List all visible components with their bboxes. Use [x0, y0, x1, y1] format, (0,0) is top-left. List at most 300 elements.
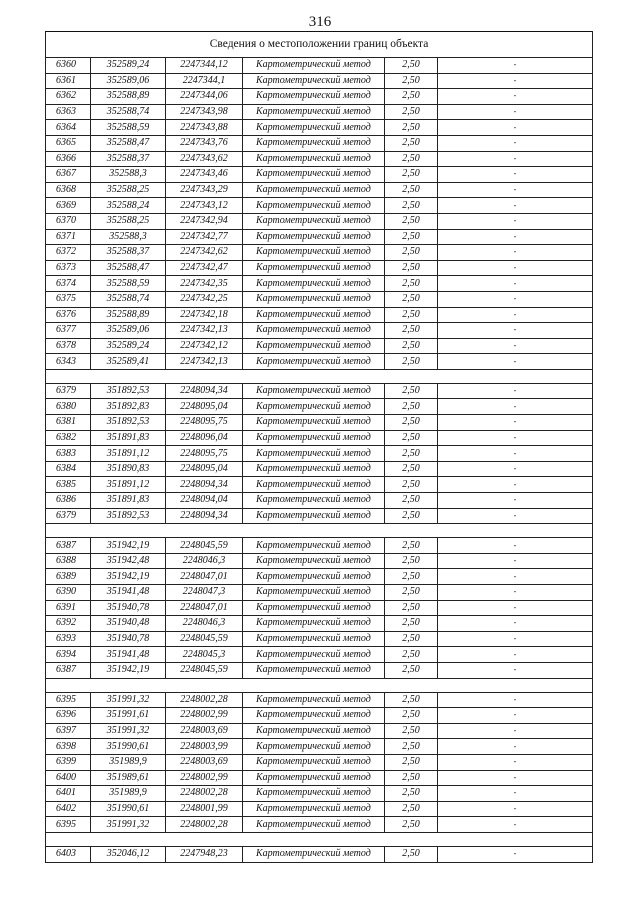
method-cell: Картометрический метод	[243, 446, 385, 462]
accuracy-cell: 2,50	[385, 553, 438, 569]
description-cell: -	[438, 354, 593, 370]
point-number-cell: 6379	[46, 508, 91, 524]
method-cell: Картометрический метод	[243, 754, 385, 770]
y-coordinate-cell: 2247344,1	[166, 73, 243, 89]
description-cell: -	[438, 723, 593, 739]
method-cell: Картометрический метод	[243, 338, 385, 354]
description-cell: -	[438, 58, 593, 74]
method-cell: Картометрический метод	[243, 770, 385, 786]
table-row	[46, 89, 593, 105]
x-coordinate-cell: 352588,89	[91, 89, 166, 105]
point-number-cell: 6364	[46, 120, 91, 136]
table-row	[46, 323, 593, 339]
y-coordinate-cell: 2248047,3	[166, 585, 243, 601]
description-cell: -	[438, 323, 593, 339]
point-number-cell: 6375	[46, 291, 91, 307]
description-cell: -	[438, 600, 593, 616]
accuracy-cell: 2,50	[385, 104, 438, 120]
table-row	[46, 430, 593, 446]
accuracy-cell: 2,50	[385, 508, 438, 524]
x-coordinate-cell: 352588,3	[91, 167, 166, 183]
x-coordinate-cell: 351940,78	[91, 600, 166, 616]
accuracy-cell: 2,50	[385, 538, 438, 554]
method-cell: Картометрический метод	[243, 817, 385, 833]
y-coordinate-cell: 2248045,59	[166, 538, 243, 554]
accuracy-cell: 2,50	[385, 338, 438, 354]
accuracy-cell: 2,50	[385, 846, 438, 862]
table-row	[46, 786, 593, 802]
x-coordinate-cell: 352588,25	[91, 213, 166, 229]
description-cell: -	[438, 817, 593, 833]
y-coordinate-cell: 2247344,12	[166, 58, 243, 74]
y-coordinate-cell: 2248002,99	[166, 708, 243, 724]
point-number-cell: 6397	[46, 723, 91, 739]
description-cell: -	[438, 616, 593, 632]
table-row	[46, 647, 593, 663]
table-row	[46, 708, 593, 724]
method-cell: Картометрический метод	[243, 846, 385, 862]
x-coordinate-cell: 352588,25	[91, 182, 166, 198]
y-coordinate-cell: 2248096,04	[166, 430, 243, 446]
y-coordinate-cell: 2247343,12	[166, 198, 243, 214]
y-coordinate-cell: 2247343,88	[166, 120, 243, 136]
y-coordinate-cell: 2247343,29	[166, 182, 243, 198]
method-cell: Картометрический метод	[243, 229, 385, 245]
section-separator-row	[46, 678, 593, 692]
description-cell: -	[438, 383, 593, 399]
method-cell: Картометрический метод	[243, 213, 385, 229]
x-coordinate-cell: 351892,83	[91, 399, 166, 415]
point-number-cell: 6367	[46, 167, 91, 183]
point-number-cell: 6363	[46, 104, 91, 120]
description-cell: -	[438, 569, 593, 585]
table-row	[46, 538, 593, 554]
table-row	[46, 739, 593, 755]
description-cell: -	[438, 182, 593, 198]
description-cell: -	[438, 508, 593, 524]
y-coordinate-cell: 2248094,04	[166, 493, 243, 509]
x-coordinate-cell: 352588,37	[91, 245, 166, 261]
accuracy-cell: 2,50	[385, 585, 438, 601]
x-coordinate-cell: 352588,3	[91, 229, 166, 245]
method-cell: Картометрический метод	[243, 198, 385, 214]
y-coordinate-cell: 2248047,01	[166, 569, 243, 585]
y-coordinate-cell: 2248001,99	[166, 801, 243, 817]
point-number-cell: 6362	[46, 89, 91, 105]
point-number-cell: 6384	[46, 461, 91, 477]
x-coordinate-cell: 351990,61	[91, 739, 166, 755]
method-cell: Картометрический метод	[243, 135, 385, 151]
point-number-cell: 6391	[46, 600, 91, 616]
x-coordinate-cell: 351991,32	[91, 692, 166, 708]
description-cell: -	[438, 477, 593, 493]
point-number-cell: 6381	[46, 415, 91, 431]
y-coordinate-cell: 2247342,18	[166, 307, 243, 323]
accuracy-cell: 2,50	[385, 754, 438, 770]
accuracy-cell: 2,50	[385, 135, 438, 151]
point-number-cell: 6395	[46, 817, 91, 833]
description-cell: -	[438, 276, 593, 292]
point-number-cell: 6365	[46, 135, 91, 151]
method-cell: Картометрический метод	[243, 167, 385, 183]
separator-cell	[46, 832, 593, 846]
point-number-cell: 6388	[46, 553, 91, 569]
method-cell: Картометрический метод	[243, 801, 385, 817]
x-coordinate-cell: 352588,74	[91, 291, 166, 307]
x-coordinate-cell: 352588,37	[91, 151, 166, 167]
x-coordinate-cell: 351892,53	[91, 508, 166, 524]
accuracy-cell: 2,50	[385, 493, 438, 509]
accuracy-cell: 2,50	[385, 461, 438, 477]
x-coordinate-cell: 352588,59	[91, 120, 166, 136]
table-row	[46, 662, 593, 678]
x-coordinate-cell: 352588,47	[91, 135, 166, 151]
method-cell: Картометрический метод	[243, 616, 385, 632]
y-coordinate-cell: 2248095,75	[166, 415, 243, 431]
accuracy-cell: 2,50	[385, 647, 438, 663]
method-cell: Картометрический метод	[243, 739, 385, 755]
description-cell: -	[438, 461, 593, 477]
x-coordinate-cell: 351942,19	[91, 538, 166, 554]
point-number-cell: 6400	[46, 770, 91, 786]
point-number-cell: 6389	[46, 569, 91, 585]
table-row	[46, 631, 593, 647]
table-row	[46, 245, 593, 261]
table-row	[46, 553, 593, 569]
point-number-cell: 6382	[46, 430, 91, 446]
method-cell: Картометрический метод	[243, 508, 385, 524]
table-row	[46, 276, 593, 292]
x-coordinate-cell: 351941,48	[91, 647, 166, 663]
method-cell: Картометрический метод	[243, 600, 385, 616]
table-row	[46, 383, 593, 399]
point-number-cell: 6392	[46, 616, 91, 632]
method-cell: Картометрический метод	[243, 73, 385, 89]
x-coordinate-cell: 351891,83	[91, 493, 166, 509]
x-coordinate-cell: 351892,53	[91, 415, 166, 431]
y-coordinate-cell: 2248002,28	[166, 786, 243, 802]
method-cell: Картометрический метод	[243, 553, 385, 569]
description-cell: -	[438, 553, 593, 569]
table-row	[46, 461, 593, 477]
table-row	[46, 801, 593, 817]
method-cell: Картометрический метод	[243, 307, 385, 323]
table-row	[46, 817, 593, 833]
table-title-row	[46, 32, 593, 58]
accuracy-cell: 2,50	[385, 817, 438, 833]
accuracy-cell: 2,50	[385, 415, 438, 431]
accuracy-cell: 2,50	[385, 692, 438, 708]
method-cell: Картометрический метод	[243, 723, 385, 739]
x-coordinate-cell: 351990,61	[91, 801, 166, 817]
table-row	[46, 213, 593, 229]
y-coordinate-cell: 2248045,3	[166, 647, 243, 663]
point-number-cell: 6378	[46, 338, 91, 354]
table-title: Сведения о местоположении границ объекта	[46, 32, 593, 58]
y-coordinate-cell: 2247343,46	[166, 167, 243, 183]
y-coordinate-cell: 2248046,3	[166, 616, 243, 632]
description-cell: -	[438, 167, 593, 183]
point-number-cell: 6395	[46, 692, 91, 708]
x-coordinate-cell: 351941,48	[91, 585, 166, 601]
x-coordinate-cell: 351991,32	[91, 817, 166, 833]
y-coordinate-cell: 2247343,76	[166, 135, 243, 151]
point-number-cell: 6379	[46, 383, 91, 399]
y-coordinate-cell: 2248047,01	[166, 600, 243, 616]
y-coordinate-cell: 2248045,59	[166, 631, 243, 647]
method-cell: Картометрический метод	[243, 647, 385, 663]
y-coordinate-cell: 2247342,62	[166, 245, 243, 261]
point-number-cell: 6385	[46, 477, 91, 493]
x-coordinate-cell: 351892,53	[91, 383, 166, 399]
table-row	[46, 307, 593, 323]
table-row	[46, 723, 593, 739]
description-cell: -	[438, 647, 593, 663]
method-cell: Картометрический метод	[243, 260, 385, 276]
description-cell: -	[438, 229, 593, 245]
x-coordinate-cell: 351891,83	[91, 430, 166, 446]
y-coordinate-cell: 2248003,69	[166, 723, 243, 739]
description-cell: -	[438, 291, 593, 307]
x-coordinate-cell: 351890,83	[91, 461, 166, 477]
x-coordinate-cell: 352589,41	[91, 354, 166, 370]
separator-cell	[46, 678, 593, 692]
y-coordinate-cell: 2248095,04	[166, 461, 243, 477]
description-cell: -	[438, 135, 593, 151]
y-coordinate-cell: 2248045,59	[166, 662, 243, 678]
description-cell: -	[438, 692, 593, 708]
accuracy-cell: 2,50	[385, 446, 438, 462]
accuracy-cell: 2,50	[385, 213, 438, 229]
y-coordinate-cell: 2248002,28	[166, 692, 243, 708]
accuracy-cell: 2,50	[385, 723, 438, 739]
x-coordinate-cell: 352589,24	[91, 58, 166, 74]
separator-cell	[46, 369, 593, 383]
accuracy-cell: 2,50	[385, 229, 438, 245]
table-row	[46, 260, 593, 276]
separator-cell	[46, 524, 593, 538]
description-cell: -	[438, 89, 593, 105]
section-separator-row	[46, 832, 593, 846]
point-number-cell: 6361	[46, 73, 91, 89]
description-cell: -	[438, 430, 593, 446]
method-cell: Картометрический метод	[243, 430, 385, 446]
point-number-cell: 6402	[46, 801, 91, 817]
method-cell: Картометрический метод	[243, 120, 385, 136]
point-number-cell: 6386	[46, 493, 91, 509]
description-cell: -	[438, 338, 593, 354]
method-cell: Картометрический метод	[243, 354, 385, 370]
table-row	[46, 338, 593, 354]
description-cell: -	[438, 739, 593, 755]
y-coordinate-cell: 2248002,99	[166, 770, 243, 786]
x-coordinate-cell: 352588,47	[91, 260, 166, 276]
description-cell: -	[438, 213, 593, 229]
x-coordinate-cell: 352588,74	[91, 104, 166, 120]
accuracy-cell: 2,50	[385, 89, 438, 105]
accuracy-cell: 2,50	[385, 383, 438, 399]
x-coordinate-cell: 351891,12	[91, 446, 166, 462]
accuracy-cell: 2,50	[385, 616, 438, 632]
y-coordinate-cell: 2247342,94	[166, 213, 243, 229]
description-cell: -	[438, 631, 593, 647]
method-cell: Картометрический метод	[243, 383, 385, 399]
method-cell: Картометрический метод	[243, 415, 385, 431]
accuracy-cell: 2,50	[385, 770, 438, 786]
description-cell: -	[438, 104, 593, 120]
table-row	[46, 58, 593, 74]
accuracy-cell: 2,50	[385, 786, 438, 802]
point-number-cell: 6380	[46, 399, 91, 415]
y-coordinate-cell: 2247343,62	[166, 151, 243, 167]
y-coordinate-cell: 2248094,34	[166, 383, 243, 399]
description-cell: -	[438, 399, 593, 415]
method-cell: Картометрический метод	[243, 276, 385, 292]
y-coordinate-cell: 2248003,99	[166, 739, 243, 755]
table-row	[46, 73, 593, 89]
point-number-cell: 6393	[46, 631, 91, 647]
description-cell: -	[438, 415, 593, 431]
point-number-cell: 6368	[46, 182, 91, 198]
accuracy-cell: 2,50	[385, 708, 438, 724]
y-coordinate-cell: 2248094,34	[166, 477, 243, 493]
table-body	[46, 58, 593, 863]
y-coordinate-cell: 2248095,75	[166, 446, 243, 462]
accuracy-cell: 2,50	[385, 354, 438, 370]
accuracy-cell: 2,50	[385, 58, 438, 74]
point-number-cell: 6387	[46, 538, 91, 554]
y-coordinate-cell: 2248094,34	[166, 508, 243, 524]
accuracy-cell: 2,50	[385, 307, 438, 323]
point-number-cell: 6372	[46, 245, 91, 261]
point-number-cell: 6390	[46, 585, 91, 601]
accuracy-cell: 2,50	[385, 801, 438, 817]
x-coordinate-cell: 352588,24	[91, 198, 166, 214]
description-cell: -	[438, 73, 593, 89]
method-cell: Картометрический метод	[243, 585, 385, 601]
table-row	[46, 616, 593, 632]
point-number-cell: 6396	[46, 708, 91, 724]
accuracy-cell: 2,50	[385, 430, 438, 446]
table-row	[46, 508, 593, 524]
accuracy-cell: 2,50	[385, 182, 438, 198]
method-cell: Картометрический метод	[243, 708, 385, 724]
y-coordinate-cell: 2247344,06	[166, 89, 243, 105]
x-coordinate-cell: 351942,48	[91, 553, 166, 569]
accuracy-cell: 2,50	[385, 73, 438, 89]
point-number-cell: 6373	[46, 260, 91, 276]
point-number-cell: 6394	[46, 647, 91, 663]
accuracy-cell: 2,50	[385, 151, 438, 167]
accuracy-cell: 2,50	[385, 323, 438, 339]
table-row	[46, 493, 593, 509]
table-row	[46, 167, 593, 183]
method-cell: Картометрический метод	[243, 245, 385, 261]
y-coordinate-cell: 2247343,98	[166, 104, 243, 120]
description-cell: -	[438, 754, 593, 770]
description-cell: -	[438, 538, 593, 554]
table-row	[46, 354, 593, 370]
description-cell: -	[438, 120, 593, 136]
point-number-cell: 6374	[46, 276, 91, 292]
accuracy-cell: 2,50	[385, 120, 438, 136]
y-coordinate-cell: 2248003,69	[166, 754, 243, 770]
point-number-cell: 6403	[46, 846, 91, 862]
x-coordinate-cell: 351989,61	[91, 770, 166, 786]
description-cell: -	[438, 151, 593, 167]
boundary-coordinates-table	[45, 31, 593, 863]
table-row	[46, 182, 593, 198]
x-coordinate-cell: 351991,32	[91, 723, 166, 739]
method-cell: Картометрический метод	[243, 58, 385, 74]
description-cell: -	[438, 198, 593, 214]
point-number-cell: 6399	[46, 754, 91, 770]
table-row	[46, 151, 593, 167]
y-coordinate-cell: 2248002,28	[166, 817, 243, 833]
description-cell: -	[438, 307, 593, 323]
description-cell: -	[438, 786, 593, 802]
description-cell: -	[438, 708, 593, 724]
accuracy-cell: 2,50	[385, 569, 438, 585]
y-coordinate-cell: 2248095,04	[166, 399, 243, 415]
method-cell: Картометрический метод	[243, 89, 385, 105]
point-number-cell: 6401	[46, 786, 91, 802]
section-separator-row	[46, 524, 593, 538]
point-number-cell: 6377	[46, 323, 91, 339]
method-cell: Картометрический метод	[243, 323, 385, 339]
table-row	[46, 477, 593, 493]
method-cell: Картометрический метод	[243, 538, 385, 554]
table-row	[46, 585, 593, 601]
accuracy-cell: 2,50	[385, 631, 438, 647]
table-row	[46, 399, 593, 415]
description-cell: -	[438, 260, 593, 276]
point-number-cell: 6371	[46, 229, 91, 245]
description-cell: -	[438, 770, 593, 786]
description-cell: -	[438, 493, 593, 509]
table-row	[46, 569, 593, 585]
accuracy-cell: 2,50	[385, 260, 438, 276]
x-coordinate-cell: 352589,06	[91, 73, 166, 89]
y-coordinate-cell: 2248046,3	[166, 553, 243, 569]
description-cell: -	[438, 662, 593, 678]
point-number-cell: 6343	[46, 354, 91, 370]
method-cell: Картометрический метод	[243, 399, 385, 415]
method-cell: Картометрический метод	[243, 786, 385, 802]
x-coordinate-cell: 351989,9	[91, 786, 166, 802]
x-coordinate-cell: 352046,12	[91, 846, 166, 862]
y-coordinate-cell: 2247342,25	[166, 291, 243, 307]
point-number-cell: 6383	[46, 446, 91, 462]
point-number-cell: 6360	[46, 58, 91, 74]
x-coordinate-cell: 352588,89	[91, 307, 166, 323]
point-number-cell: 6398	[46, 739, 91, 755]
method-cell: Картометрический метод	[243, 477, 385, 493]
table-row	[46, 229, 593, 245]
x-coordinate-cell: 351989,9	[91, 754, 166, 770]
y-coordinate-cell: 2247342,35	[166, 276, 243, 292]
description-cell: -	[438, 585, 593, 601]
method-cell: Картометрический метод	[243, 692, 385, 708]
point-number-cell: 6366	[46, 151, 91, 167]
accuracy-cell: 2,50	[385, 739, 438, 755]
accuracy-cell: 2,50	[385, 198, 438, 214]
table-row	[46, 600, 593, 616]
table-row	[46, 291, 593, 307]
y-coordinate-cell: 2247342,13	[166, 354, 243, 370]
table-row	[46, 135, 593, 151]
description-cell: -	[438, 846, 593, 862]
